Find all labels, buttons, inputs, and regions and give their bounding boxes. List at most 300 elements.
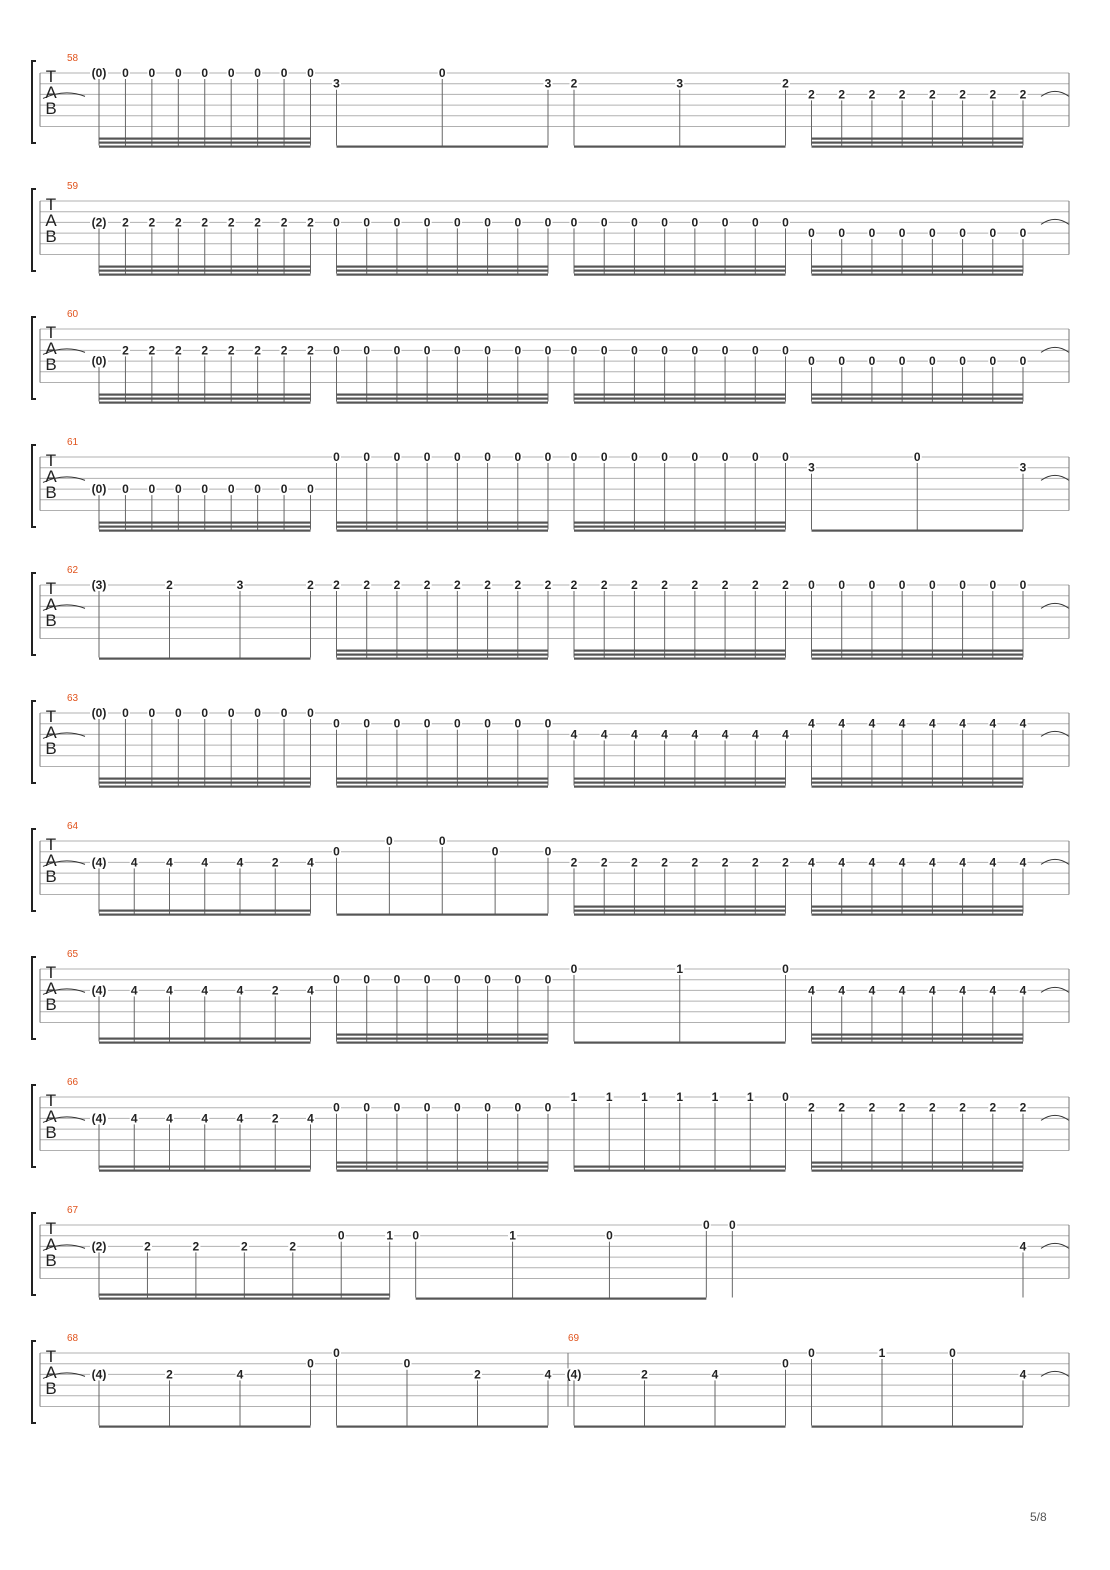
fret-number: 2 [868,87,876,102]
fret-number: 0 [227,66,235,80]
fret-number: 2 [691,855,699,870]
fret-number: 0 [691,450,699,464]
tab-clef-letter: B [45,739,57,758]
fret-number: 2 [280,343,288,358]
beam [574,270,786,272]
fret-number: 0 [337,1228,345,1243]
system-bracket [32,957,36,1039]
fret-number: 0 [454,450,461,464]
beat-group [411,1218,711,1300]
fret-number: 4 [808,716,815,731]
fret-number: 0 [544,215,552,230]
fret-number: (4) [91,983,107,998]
fret-number: 0 [423,343,431,358]
fret-number: 2 [271,1111,279,1126]
fret-number: 1 [878,1346,886,1360]
fret-number: 2 [174,215,182,230]
beat-group [570,1090,791,1172]
fret-number: (0) [91,482,107,497]
fret-number: 2 [959,1100,966,1115]
fret-number: 2 [898,1100,906,1115]
fret-number: 2 [166,1367,173,1382]
fret-number: 4 [1019,983,1027,998]
fret-number: 2 [122,343,129,358]
tab-clef-letter: B [45,1123,57,1142]
fret-number: 2 [691,578,699,592]
fret-number: 4 [898,855,906,870]
beam [99,1038,311,1040]
system-bracket [32,829,36,911]
fret-number: 1 [605,1090,613,1104]
fret-number: 0 [606,1228,613,1243]
beam [337,1426,549,1428]
fret-number: 4 [544,1367,552,1382]
tab-clef-letter: B [45,355,57,374]
beat-group [570,855,791,915]
fret-number: 0 [544,1100,552,1115]
fret-number: 2 [959,87,966,102]
fret-number: (0) [91,706,107,720]
tab-clef-letter: A [45,467,57,486]
fret-number: 0 [631,215,638,230]
fret-number: 0 [898,354,906,369]
fret-number: 4 [959,983,966,998]
tab-clef-letter: T [45,195,57,214]
fret-number: 3 [676,76,684,91]
fret-number: 0 [363,1100,371,1115]
beam [416,1298,707,1300]
fret-number: 2 [721,855,729,870]
tab-clef-letter: A [45,339,57,358]
beam [337,782,549,784]
beam [812,1426,1024,1428]
fret-number: 0 [454,343,461,358]
beam [99,786,311,788]
fret-number: 4 [236,1367,244,1382]
fret-number: 0 [254,706,261,720]
fret-number: 0 [600,215,608,230]
beat-group [570,727,791,787]
fret-number: 2 [271,855,279,870]
fret-number: 0 [989,578,997,592]
fret-number: 2 [122,215,129,230]
beat-group [332,578,553,660]
fret-number: (2) [91,215,107,230]
beat-group [90,66,315,148]
system-bracket [32,1085,36,1167]
beat-group [570,450,791,532]
fret-number: 0 [333,450,340,464]
fret-number: 4 [711,1367,719,1382]
tab-system [32,565,1069,660]
system-bracket [32,1213,36,1295]
fret-number: 4 [721,727,729,742]
beam [337,530,549,532]
tab-clef-letter: A [45,1107,57,1126]
fret-number: 0 [393,716,401,731]
measure-number: 66 [67,1077,79,1088]
tab-clef-letter: T [45,67,57,86]
fret-number: 4 [691,727,699,742]
tab-clef-letter: A [45,83,57,102]
beam [574,522,786,524]
beam [574,1042,786,1044]
fret-number: 2 [474,1367,481,1382]
fret-number: 2 [751,855,759,870]
beam [812,402,1024,404]
measure-number: 64 [67,821,79,832]
beam [99,910,311,912]
beat-group [807,1101,1028,1172]
fret-number: 2 [254,343,261,358]
fret-number: (4) [91,855,107,870]
beam [812,266,1024,268]
beat-group [90,983,315,1043]
fret-number: 3 [1019,460,1027,475]
tab-clef-letter: A [45,211,57,230]
fret-number: 0 [393,972,401,987]
beat-group [90,578,315,660]
beam [337,914,549,916]
fret-number: 2 [641,1367,648,1382]
beam [812,906,1024,908]
fret-number: 0 [174,66,182,80]
fret-number: 4 [989,983,997,998]
tab-clef-letter: A [45,595,57,614]
fret-number: 0 [412,1228,420,1243]
fret-number: 0 [1019,354,1027,369]
fret-number: 4 [898,983,906,998]
fret-number: 0 [808,354,815,369]
fret-number: 0 [721,343,729,358]
fret-number: 0 [868,226,876,241]
fret-number: 2 [148,215,156,230]
beat-group [90,1357,315,1428]
fret-number: 0 [454,1100,461,1115]
fret-number: 0 [570,450,578,464]
fret-number: 0 [691,343,699,358]
fret-number: 0 [201,706,209,720]
fret-number: 0 [929,354,936,369]
fret-number: 2 [782,76,789,91]
beam [574,914,786,916]
fret-number: 0 [691,215,699,230]
fret-number: 0 [484,450,491,464]
beam [574,398,786,400]
beam [574,526,786,528]
tab-clef-letter: B [45,227,57,246]
fret-number: 2 [166,578,173,592]
fret-number: 2 [514,578,522,592]
beam [99,138,311,140]
fret-number: 0 [929,226,936,241]
beam [337,526,549,528]
fret-number: 4 [838,983,846,998]
fret-number: 0 [393,1100,401,1115]
beat-group [807,855,1028,915]
fret-number: 0 [989,354,997,369]
fret-number: 0 [148,706,156,720]
fret-number: 4 [631,727,638,742]
fret-number: 2 [808,1100,815,1115]
tab-clef-letter: B [45,483,57,502]
measure-number: 58 [67,53,79,64]
beam [812,146,1024,148]
beat-group [332,343,553,403]
beam [99,274,311,276]
measure-number: 62 [67,565,79,576]
fret-number: 2 [454,578,461,592]
fret-number: 2 [307,578,314,592]
fret-number: 2 [227,343,235,358]
tab-system [32,949,1069,1044]
beam [574,1166,786,1168]
fret-number: 2 [661,578,668,592]
tab-clef-letter: B [45,1379,57,1398]
fret-number: (4) [566,1367,582,1382]
beat-group [728,1218,1028,1298]
beam [337,658,549,660]
beam [812,650,1024,652]
tab-system [32,437,1069,532]
fret-number: 0 [393,450,401,464]
fret-number: 0 [307,706,314,720]
beam [812,910,1024,912]
tab-clef-letter: A [45,851,57,870]
beat-group [332,717,553,788]
beat-group [807,87,1028,147]
beam [99,402,311,404]
beam [812,1170,1024,1172]
fret-number: 0 [751,343,759,358]
tab-clef-letter: A [45,1363,57,1382]
fret-number: 0 [122,66,129,80]
fret-number: 4 [130,855,138,870]
beat-group [90,706,315,788]
beat-group [332,973,553,1044]
beam [812,914,1024,916]
fret-number: 0 [491,844,499,859]
system-bracket [32,61,36,143]
fret-number: 4 [751,727,759,742]
beam [574,402,786,404]
beam [337,522,549,524]
fret-number: 0 [808,578,815,592]
fret-number: 0 [570,343,578,358]
fret-number: 2 [570,855,578,870]
fret-number: 0 [484,972,491,987]
fret-number: 0 [403,1356,411,1371]
beam [99,778,311,780]
beam [812,1162,1024,1164]
fret-number: 0 [122,482,129,497]
beat-group [90,343,315,403]
tab-system [32,821,1069,916]
fret-number: 0 [514,972,522,987]
fret-number: 4 [166,1111,173,1126]
beam [99,522,311,524]
fret-number: 0 [959,578,966,592]
tab-system [32,1205,1069,1300]
beam [99,1426,311,1428]
fret-number: 0 [514,716,522,731]
beam [574,910,786,912]
fret-number: 0 [227,706,235,720]
beam [99,530,311,532]
fret-number: 4 [838,855,846,870]
fret-number: 0 [280,706,288,720]
fret-number: (4) [91,1367,107,1382]
fret-number: 0 [333,215,340,230]
fret-number: 4 [929,983,936,998]
fret-number: 0 [808,226,815,241]
fret-number: 0 [333,1346,340,1360]
tab-clef-letter: A [45,723,57,742]
fret-number: 4 [236,855,244,870]
beat-group [90,215,315,275]
fret-number: 0 [484,215,491,230]
beam [337,654,549,656]
fret-number: 1 [386,1228,394,1243]
fret-number: 0 [721,450,729,464]
fret-number: 2 [808,87,815,102]
fret-number: 2 [307,343,314,358]
beat-group [570,962,791,1044]
fret-number: 4 [307,855,314,870]
beam [99,782,311,784]
fret-number: 0 [782,962,789,976]
measure-number: 61 [67,437,79,448]
beam [337,778,549,780]
fret-number: 0 [959,354,966,369]
fret-number: 2 [423,578,431,592]
measure-number: 68 [67,1333,79,1344]
fret-number: (0) [91,66,107,80]
tab-clef-letter: A [45,1235,57,1254]
tab-system [32,53,1069,148]
fret-number: 1 [676,1090,684,1104]
fret-number: 2 [721,578,729,592]
fret-number: 0 [782,1090,789,1104]
fret-number: 2 [600,855,608,870]
fret-number: 0 [868,354,876,369]
fret-number: 0 [333,972,340,987]
fret-number: 2 [838,1100,846,1115]
tab-system [32,693,1069,788]
measure-number: 59 [67,181,79,192]
fret-number: 4 [570,727,578,742]
fret-number: 0 [544,343,552,358]
fret-number: 4 [808,983,815,998]
fret-number: 2 [661,855,668,870]
fret-number: 0 [484,716,491,731]
fret-number: 2 [192,1239,200,1254]
fret-number: 0 [514,1100,522,1115]
fret-number: 4 [130,983,138,998]
fret-number: 0 [254,482,261,497]
beat-group [570,343,791,403]
tab-clef-letter: T [45,835,57,854]
fret-number: 2 [148,343,156,358]
fret-number: 0 [484,1100,491,1115]
tab-clef-letter: A [45,979,57,998]
system-bracket [32,701,36,783]
tab-clef-letter: B [45,867,57,886]
fret-number: 2 [393,578,401,592]
fret-number: 4 [782,727,789,742]
fret-number: 0 [570,215,578,230]
beat-group [332,1346,553,1428]
beat-group [807,983,1028,1043]
fret-number: 2 [363,578,371,592]
fret-number: 4 [166,983,173,998]
tab-clef-letter: B [45,1251,57,1270]
fret-number: 1 [711,1090,719,1104]
fret-number: 1 [746,1090,754,1104]
fret-number: 0 [484,343,491,358]
fret-number: 2 [544,578,552,592]
beam [337,146,549,148]
beam [337,266,549,268]
beam [337,1162,549,1164]
beam [574,394,786,396]
fret-number: 4 [808,855,815,870]
fret-number: 1 [570,1090,578,1104]
fret-number: 0 [913,450,921,464]
tab-system [32,181,1069,276]
beat-group [90,1229,394,1300]
tab-clef-letter: B [45,611,57,630]
system-bracket [32,317,36,399]
fret-number: 0 [423,215,431,230]
fret-number: 2 [201,215,209,230]
fret-number: 0 [949,1346,956,1360]
fret-number: 0 [751,450,759,464]
beam [99,526,311,528]
fret-number: 2 [280,215,288,230]
measure-number: 60 [67,309,79,320]
beam [574,654,786,656]
fret-number: 0 [631,450,638,464]
beam [574,778,786,780]
fret-number: 0 [122,706,129,720]
fret-number: 0 [544,844,552,859]
beam [99,142,311,144]
tab-clef-letter: B [45,995,57,1014]
beam [812,274,1024,276]
beam [812,138,1024,140]
fret-number: 0 [570,962,578,976]
fret-number: 4 [989,855,997,870]
beam [337,1166,549,1168]
system-bracket [32,1341,36,1423]
beam [337,274,549,276]
beat-group [807,450,1028,532]
beat-group [570,215,791,275]
fret-number: 0 [333,716,340,731]
fret-number: 4 [307,1111,314,1126]
fret-number: 2 [989,87,997,102]
tab-clef-letter: B [45,99,57,118]
fret-number: 0 [728,1218,736,1232]
fret-number: 3 [333,76,340,91]
fret-number: 0 [782,215,789,230]
tab-system [32,1333,1069,1428]
fret-number: (0) [91,354,107,369]
fret-number: 0 [702,1218,710,1232]
beam [337,1042,549,1044]
measure-number: 67 [67,1205,79,1216]
